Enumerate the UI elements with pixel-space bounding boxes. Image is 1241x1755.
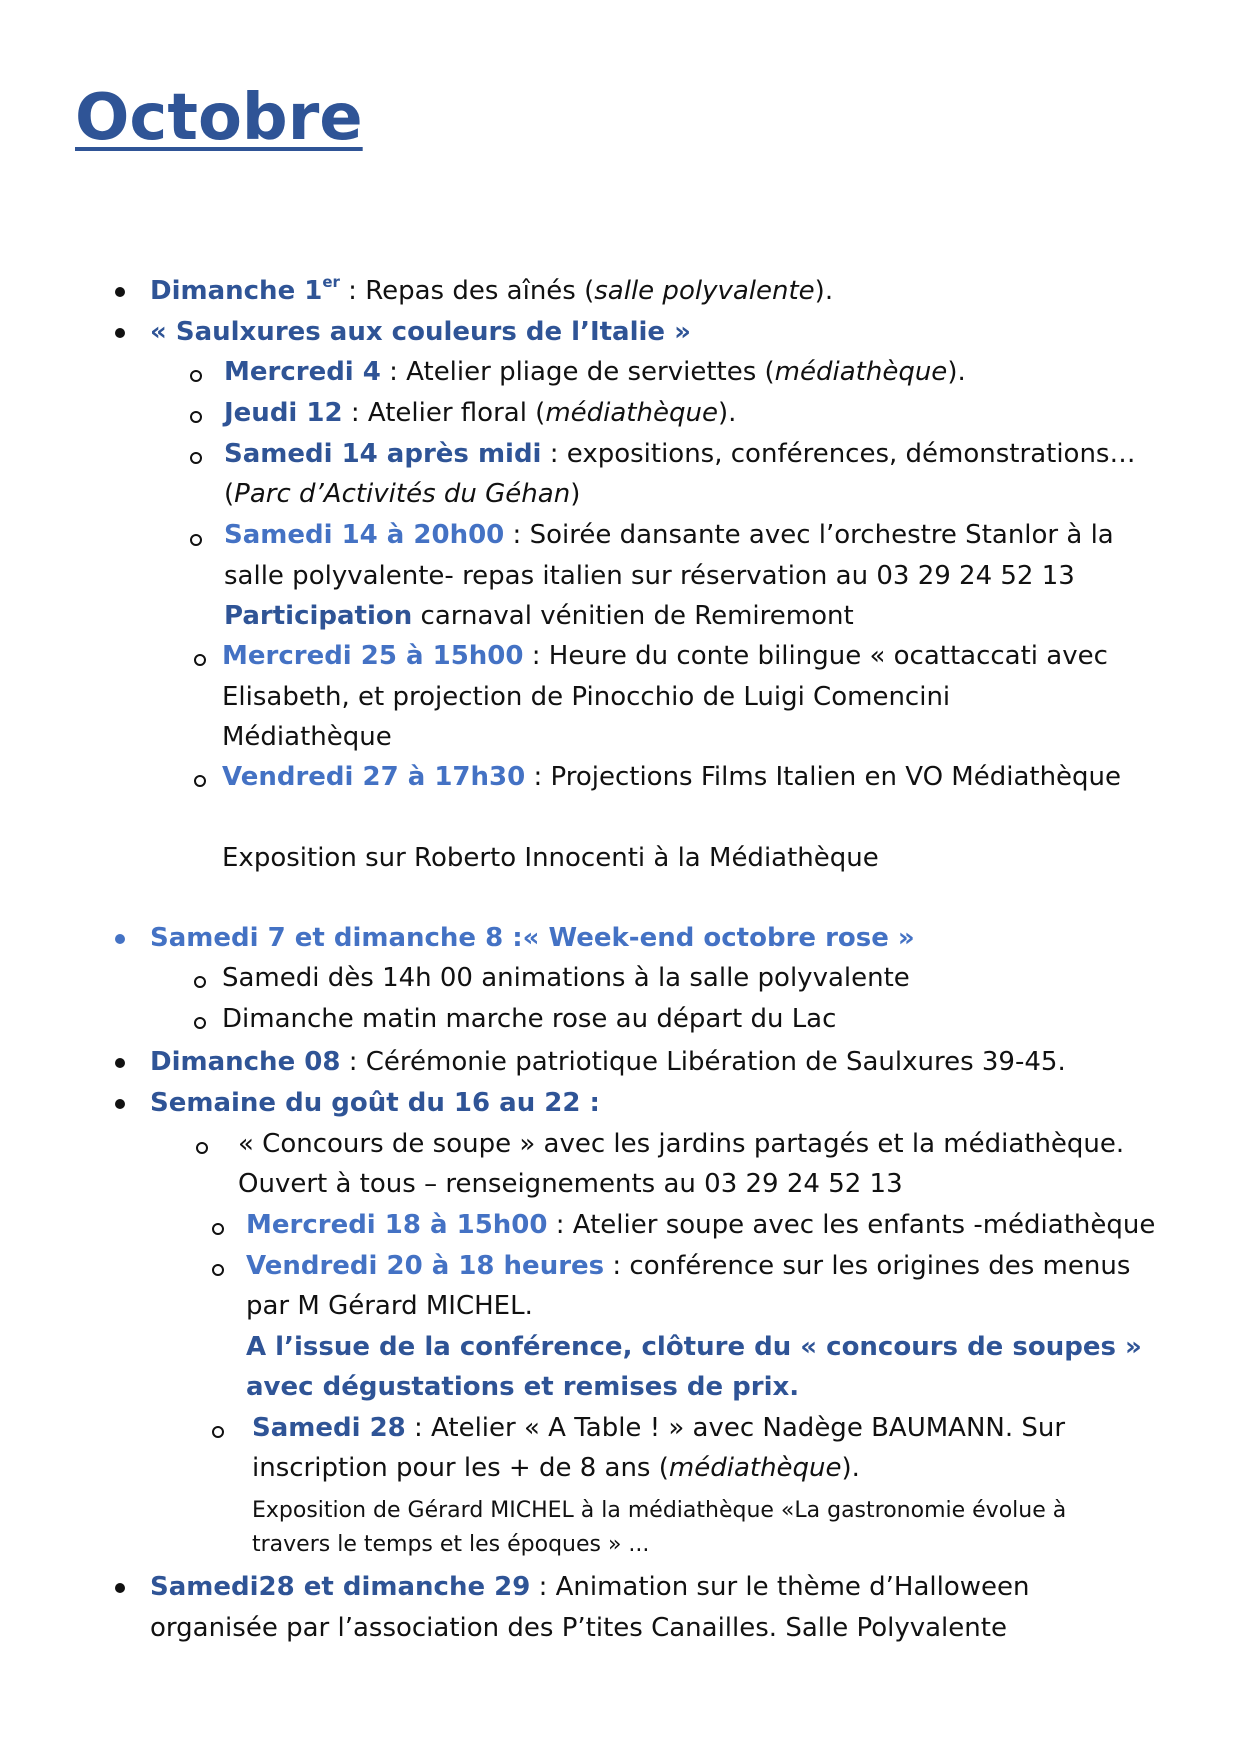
event-text: : (580, 1088, 600, 1118)
circle-bullet-icon (190, 370, 202, 382)
sub-event-rose-samedi: Samedi dès 14h 00 animations à la salle polyvalente (222, 963, 910, 993)
event-label: Samedi 7 et dimanche 8 :« Week-end octobre rose » (150, 923, 915, 953)
event-place: médiathèque (774, 357, 948, 387)
event-date: Samedi28 et dimanche 29 (150, 1572, 531, 1602)
event-text: : Atelier pliage de serviettes ( (380, 357, 775, 387)
event-date: Samedi 14 après midi (224, 439, 542, 469)
participation-label: Participation (224, 601, 413, 631)
circle-bullet-icon (212, 1426, 224, 1438)
sub-event-samedi-14-line-2 (224, 474, 580, 514)
event-date: Mercredi 4 (224, 357, 381, 387)
bullet-icon (115, 1099, 125, 1109)
sub-event-mercredi-25-line-2: Elisabeth, et projection de Pinocchio de Luigi Comencini (222, 682, 951, 712)
circle-bullet-icon (194, 654, 206, 666)
event-text: : Atelier floral ( (342, 398, 546, 428)
sub-event-samedi-14-line-2: salle polyvalente- repas italien sur réservation au 03 29 24 52 13 (224, 561, 1075, 591)
page-title: Octobre (75, 81, 363, 155)
event-text: : Cérémonie patriotique Libération de Saulxures 39-45. (340, 1047, 1066, 1077)
event-octobre-rose-header (150, 918, 915, 958)
ordinal-suffix: er (322, 273, 340, 292)
event-date: Mercredi 25 à 15h00 (222, 641, 524, 671)
event-place: médiathèque (668, 1453, 842, 1483)
event-semaine-du-gout (150, 1083, 600, 1123)
circle-bullet-icon (190, 411, 202, 423)
event-date: Samedi 14 à 20h00 (224, 520, 505, 550)
sub-event-mercredi-18 (246, 1205, 1155, 1245)
sub-event-samedi-28-line-2 (252, 1448, 860, 1488)
sub-event-jeudi-12 (224, 393, 736, 433)
event-text-end: ). (841, 1453, 860, 1483)
event-text: : Atelier soupe avec les enfants -médiathèque (547, 1210, 1156, 1240)
sub-event-samedi-14-apres-midi (224, 434, 1135, 474)
circle-bullet-icon (212, 1223, 224, 1235)
circle-bullet-icon (190, 452, 202, 464)
event-dimanche-08 (150, 1042, 1066, 1082)
exposition-gerard-michel: Exposition de Gérard MICHEL à la médiathèque «La gastronomie évolue à (252, 1498, 1067, 1523)
bullet-icon (115, 1583, 125, 1593)
sub-event-vendredi-20-line-4: avec dégustations et remises de prix. (246, 1372, 800, 1402)
sub-event-samedi-28 (252, 1408, 1065, 1448)
circle-bullet-icon (194, 775, 206, 787)
event-date: Jeudi 12 (224, 398, 343, 428)
event-text: : conférence sur les origines des menus (604, 1251, 1131, 1281)
sub-event-concours-soupe-line-2: Ouvert à tous – renseignements au 03 29 24 52 13 (238, 1169, 903, 1199)
sub-event-vendredi-20-line-2: par M Gérard MICHEL. (246, 1291, 533, 1321)
event-text-end: ) (570, 479, 581, 509)
event-date: Dimanche 1 (150, 276, 323, 306)
event-text: : Repas des aînés ( (339, 276, 595, 306)
event-date: Vendredi 27 à 17h30 (222, 762, 526, 792)
bullet-icon (115, 1058, 125, 1068)
event-text: : Atelier « A Table ! » avec Nadège BAUMANN. Sur (405, 1413, 1066, 1443)
sub-event-mercredi-4 (224, 352, 966, 392)
event-place: médiathèque (545, 398, 718, 428)
event-halloween (150, 1567, 1030, 1607)
event-text: carnaval vénitien de Remiremont (412, 601, 854, 631)
event-place: Parc d’Activités du Géhan (234, 479, 571, 509)
event-label: « Saulxures aux couleurs de l’Italie » (150, 317, 691, 347)
sub-event-mercredi-25-line-3: Médiathèque (222, 722, 392, 752)
exposition-innocenti: Exposition sur Roberto Innocenti à la Médiathèque (222, 843, 879, 873)
event-place: salle polyvalente (594, 276, 815, 306)
event-italie-header (150, 312, 691, 352)
event-text: : Projections Films Italien en VO Médiathèque (525, 762, 1122, 792)
event-text: : Animation sur le thème d’Halloween (530, 1572, 1030, 1602)
event-date: Dimanche 08 (150, 1047, 341, 1077)
circle-bullet-icon (194, 976, 206, 988)
event-text-end: ). (947, 357, 966, 387)
event-text: : Heure du conte bilingue « ocattaccati avec (523, 641, 1108, 671)
sub-event-vendredi-20 (246, 1246, 1130, 1286)
event-text: inscription pour les + de 8 ans ( (252, 1453, 669, 1483)
event-text: : expositions, conférences, démonstrations… (541, 439, 1136, 469)
bullet-icon (115, 328, 125, 338)
sub-event-samedi-14-line-3 (224, 596, 854, 636)
event-date: Mercredi 18 à 15h00 (246, 1210, 548, 1240)
event-text: : Soirée dansante avec l’orchestre Stanlor à la (504, 520, 1114, 550)
exposition-gerard-michel-line-2: travers le temps et les époques » ... (252, 1532, 650, 1557)
event-dimanche-1 (150, 271, 833, 311)
event-text-end: ). (814, 276, 834, 306)
event-text: ( (224, 479, 235, 509)
circle-bullet-icon (190, 534, 202, 546)
event-date: Samedi 28 (252, 1413, 406, 1443)
sub-event-vendredi-20-line-3: A l’issue de la conférence, clôture du « concours de soupes » (246, 1332, 1142, 1362)
circle-bullet-icon (196, 1142, 208, 1154)
sub-event-vendredi-27 (222, 757, 1121, 797)
circle-bullet-icon (212, 1264, 224, 1276)
event-date: Semaine du goût du 16 au 22 (150, 1088, 581, 1118)
event-text-end: ). (717, 398, 737, 428)
circle-bullet-icon (194, 1017, 206, 1029)
event-date: Vendredi 20 à 18 heures (246, 1251, 605, 1281)
sub-event-mercredi-25 (222, 636, 1108, 676)
sub-event-concours-soupe: « Concours de soupe » avec les jardins partagés et la médiathèque. (238, 1129, 1125, 1159)
event-halloween-line-2: organisée par l’association des P’tites Canailles. Salle Polyvalente (150, 1613, 1007, 1643)
bullet-icon (115, 287, 125, 297)
sub-event-rose-dimanche: Dimanche matin marche rose au départ du Lac (222, 1004, 837, 1034)
sub-event-samedi-14-soiree (224, 515, 1114, 555)
bullet-icon (115, 934, 125, 944)
